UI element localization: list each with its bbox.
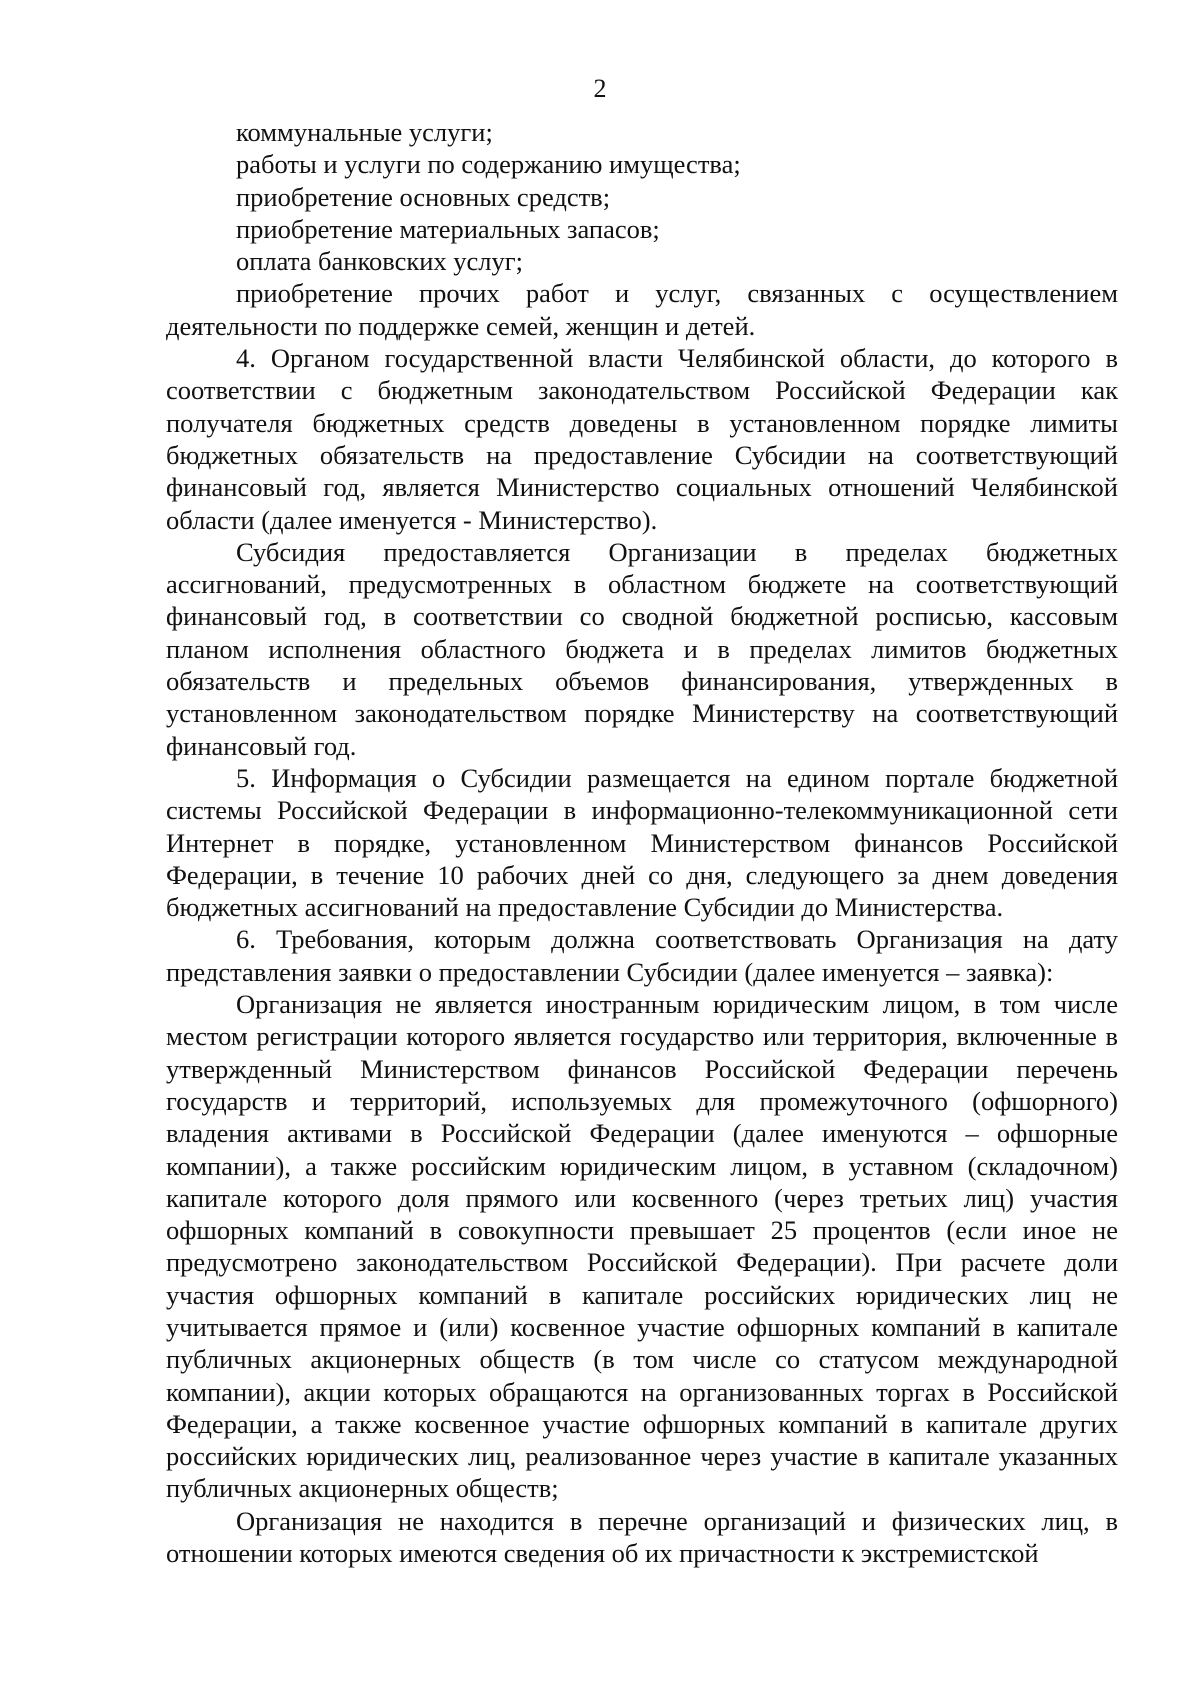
paragraph-section-4: 4. Органом государственной власти Челябинской области, до которого в соответствии с бюджетным законодательством Российской Федерации как получателя бюджетных средств доведены в установленном порядке лимиты бюджетных обязательств на предоставление Субсидии на соответствующий финансовый год, является Министерство социальных отношений Челябинской области (далее именуется - Министерство). (166, 343, 1118, 535)
list-item-utilities: коммунальные услуги; (236, 117, 493, 147)
paragraph-section-5: 5. Информация о Субсидии размещается на едином портале бюджетной системы Российской Федерации в информационно-телекоммуникационной сети Интернет в порядке, установленном Министерством финансов Российской Федерации, в течение 10 рабочих дней со дня, следующего за днем доведения бюджетных ассигнований на предоставление Субсидии до Министерства. (166, 762, 1118, 923)
paragraph-subsidy-limits: Субсидия предоставляется Организации в пределах бюджетных ассигнований, предусмотренных в областном бюджете на соответствующий финансовый год, в соответствии со сводной бюджетной росписью, кассовым планом исполнения областного бюджета и в пределах лимитов бюджетных обязательств и предельных объемов финансирования, утвержденных в установленном законодательством порядке Министерству на соответствующий финансовый год. (166, 536, 1118, 761)
list-item-material-stocks: приобретение материальных запасов; (236, 213, 660, 244)
paragraph-offshore-requirement: Организация не является иностранным юридическим лицом, в том числе местом регистрации которого является государство или территория, включенные в утвержденный Министерством финансов Российской Федерации перечень государств и территорий, используемых для промежуточного (офшорного) владения активами в Российской Федерации (далее именуются – офшорные компании), а также российским юридическим лицом, в уставном (складочном) капитале которого доля прямого или косвенного (через третьих лиц) участия офшорных компаний в совокупности превышает 25 процентов (если иное не предусмотрено законодательством Российской Федерации). При расчете доли участия офшорных компаний в капитале российских юридических лиц не учитывается прямое и (или) косвенное участие офшорных компаний в капитале публичных акционерных обществ (в том числе со статусом международной компании), акции которых обращаются на организованных торгах в Российской Федерации, а также косвенное участие офшорных компаний в капитале других российских юридических лиц, реализованное через участие в капитале указанных публичных акционерных обществ; (166, 989, 1118, 1504)
paragraph-extremism-requirement: Организация не находится в перечне организаций и физических лиц, в отношении которых имеются сведения об их причастности к экстремистской (166, 1505, 1118, 1569)
paragraph-section-6: 6. Требования, которым должна соответствовать Организация на дату представления заявки о предоставлении Субсидии (далее именуется – заявка): (166, 924, 1118, 987)
list-item-property-maintenance: работы и услуги по содержанию имущества; (236, 149, 741, 180)
list-item-banking-services: оплата банковских услуг; (236, 246, 523, 277)
page-number: 2 (593, 74, 607, 103)
list-item-fixed-assets: приобретение основных средств; (236, 181, 611, 212)
document-body (166, 116, 1118, 1569)
paragraph-other-works: приобретение прочих работ и услуг, связанных с осуществлением деятельности по поддержке семей, женщин и детей. (166, 278, 1118, 341)
